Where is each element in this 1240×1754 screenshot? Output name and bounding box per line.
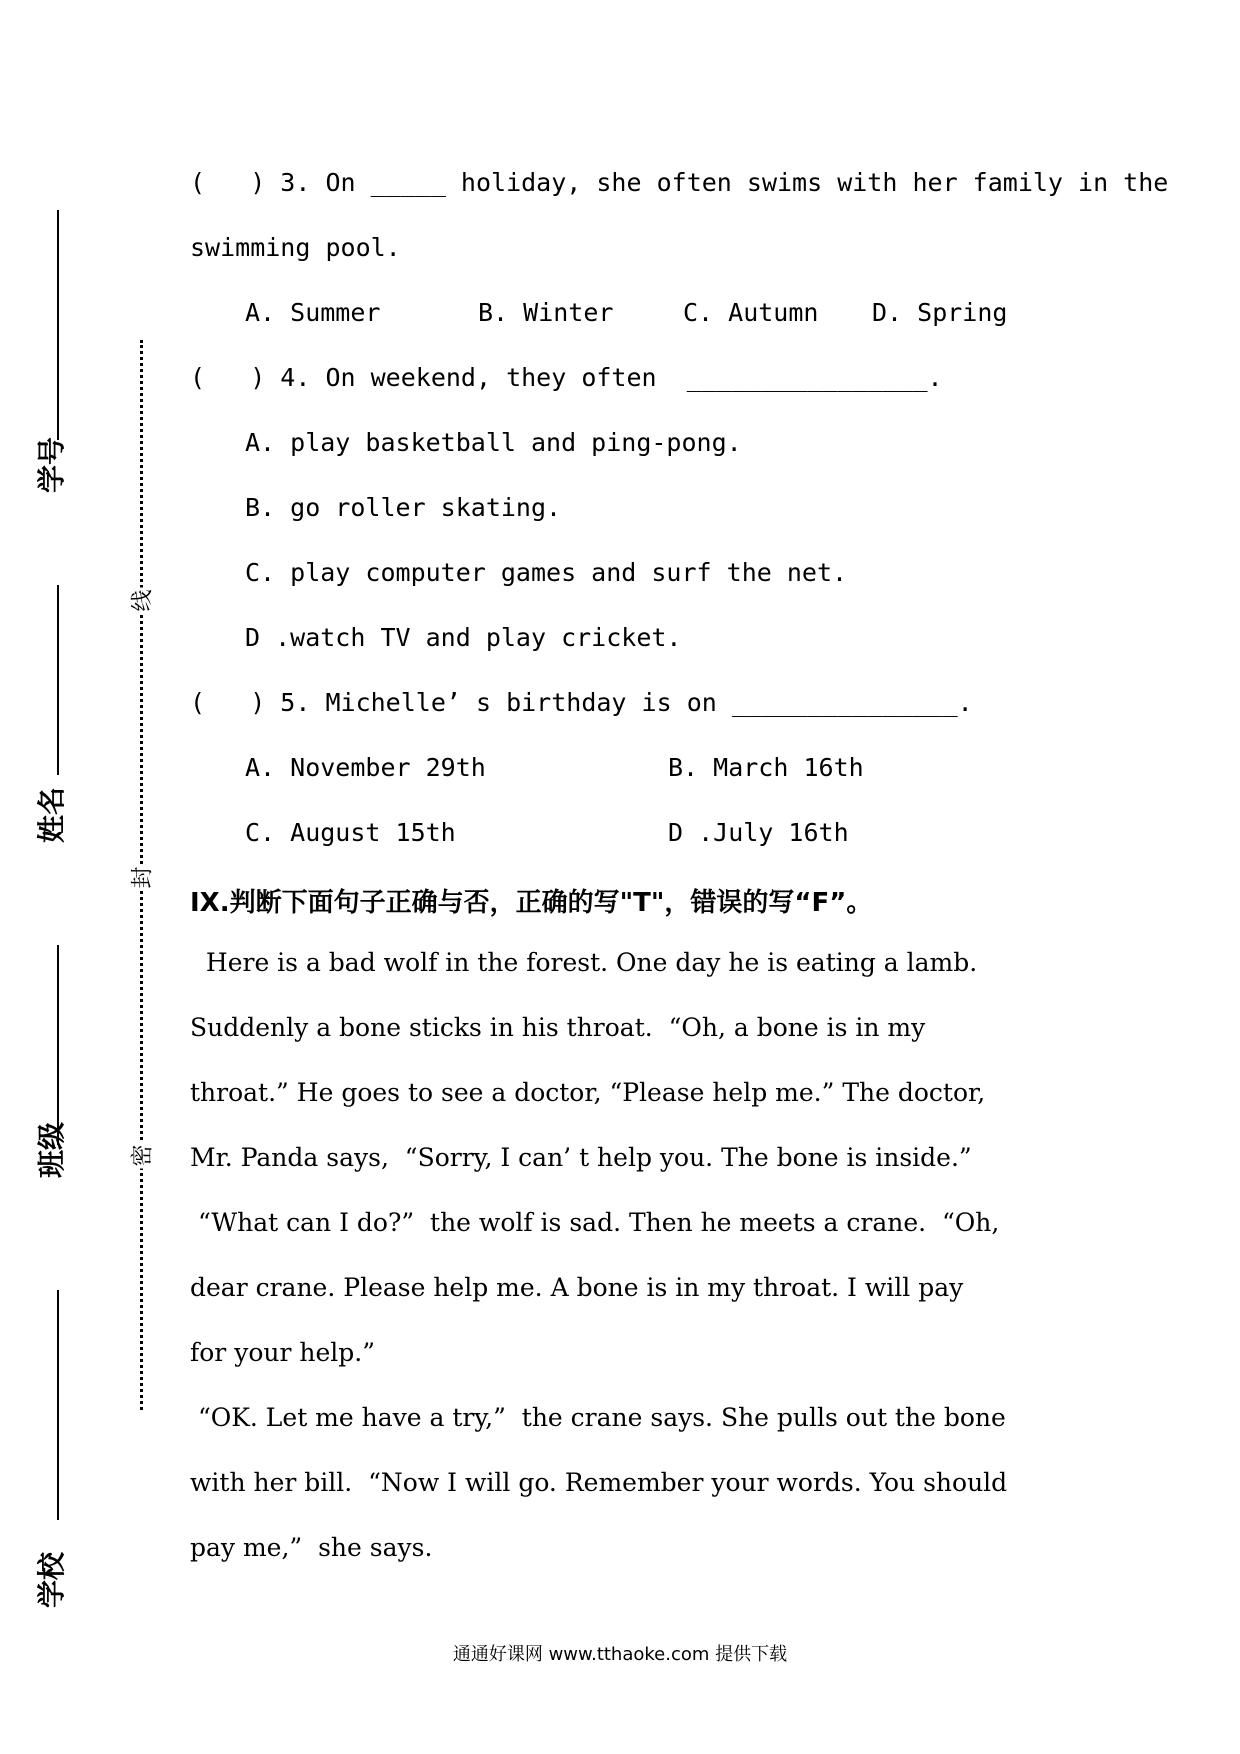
passage-line-5: “What can I do?” the wolf is sad. Then he meets a crane. “Oh, xyxy=(190,1208,1000,1237)
school-line xyxy=(57,1290,59,1520)
passage-line-8: “OK. Let me have a try,” the crane says. She pulls out the bone xyxy=(190,1403,1006,1432)
passage-line-1: Here is a bad wolf in the forest. One day he is eating a lamb. xyxy=(190,948,978,977)
school-label: 学校 xyxy=(35,1551,69,1609)
student-id-line xyxy=(57,210,59,440)
passage-line-7: for your help.” xyxy=(190,1338,375,1367)
question-3-option-d: D. Spring xyxy=(872,298,1008,327)
passage-line-2: Suddenly a bone sticks in his throat. “Oh, a bone is in my xyxy=(190,1013,926,1042)
passage-line-6: dear crane. Please help me. A bone is in my throat. I will pay xyxy=(190,1273,964,1302)
question-4-line-1: ( ) 4. On weekend, they often ________________. xyxy=(190,363,943,392)
seal-char-secret: 密 xyxy=(126,1143,157,1169)
section-9-title: IX.判断下面句子正确与否，正确的写"T"，错误的写“F”。 xyxy=(190,888,873,918)
passage-line-4: Mr. Panda says, “Sorry, I can’ t help you. The bone is inside.” xyxy=(190,1143,972,1172)
passage-line-3: throat.” He goes to see a doctor, “Please help me.” The doctor, xyxy=(190,1078,986,1107)
question-5-option-c: C. August 15th xyxy=(245,818,456,847)
student-id-label: 学号 xyxy=(35,436,69,494)
class-label: 班级 xyxy=(35,1121,69,1179)
question-4-option-a: A. play basketball and ping-pong. xyxy=(245,428,742,457)
seal-char-line: 线 xyxy=(126,588,157,614)
question-5-option-a: A. November 29th xyxy=(245,753,486,782)
passage-line-9: with her bill. “Now I will go. Remember your words. You should xyxy=(190,1468,1008,1497)
question-5-option-b: B. March 16th xyxy=(668,753,864,782)
question-3-option-c: C. Autumn xyxy=(683,298,819,327)
question-3-option-b: B. Winter xyxy=(478,298,614,327)
question-3-option-a: A. Summer xyxy=(245,298,381,327)
question-3-line-1: ( ) 3. On _____ holiday, she often swims with her family in the xyxy=(190,168,1169,197)
class-line xyxy=(57,945,59,1145)
footer-source: 通通好课网 www.tthaoke.com 提供下载 xyxy=(452,1644,788,1665)
passage-line-10: pay me,” she says. xyxy=(190,1533,433,1562)
name-label: 姓名 xyxy=(35,786,69,844)
question-5-option-d: D .July 16th xyxy=(668,818,849,847)
question-4-option-b: B. go roller skating. xyxy=(245,493,562,522)
question-4-option-d: D .watch TV and play cricket. xyxy=(245,623,682,652)
question-4-option-c: C. play computer games and surf the net. xyxy=(245,558,848,587)
seal-char-seal: 封 xyxy=(126,865,157,891)
name-line xyxy=(57,585,59,775)
question-3-line-2: swimming pool. xyxy=(190,233,401,262)
question-5-line-1: ( ) 5. Michelle’ s birthday is on _______________. xyxy=(190,688,973,717)
